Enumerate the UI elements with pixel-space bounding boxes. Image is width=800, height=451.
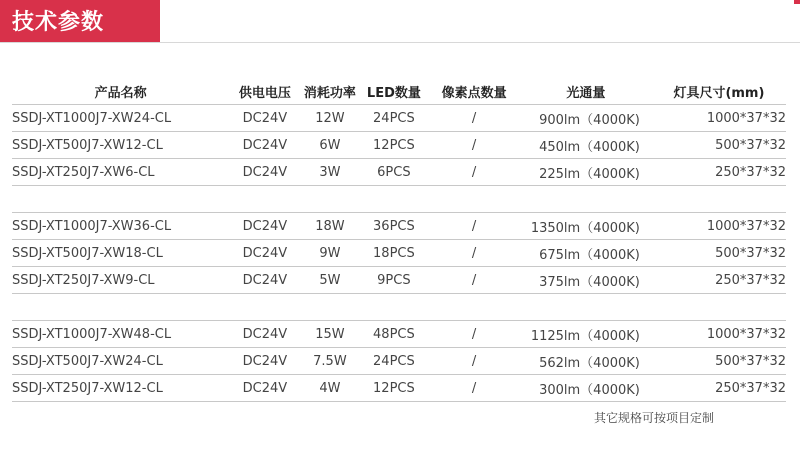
cell-pixel-count: / [428, 240, 519, 267]
cell-power: 3W [300, 159, 359, 186]
cell-size: 1000*37*32 [652, 213, 786, 240]
header-size: 灯具尺寸(mm) [652, 78, 786, 105]
cell-led-count: 18PCS [359, 240, 428, 267]
group-spacer-row [12, 294, 786, 321]
group-spacer-row [12, 186, 786, 213]
cell-pixel-count: / [428, 159, 519, 186]
header-led-count: LED数量 [359, 78, 428, 105]
cell-size: 250*37*32 [652, 159, 786, 186]
cell-luminous-flux: 900lm（4000K) [520, 105, 652, 132]
table-row [12, 105, 786, 132]
cell-pixel-count: / [428, 321, 519, 348]
cell-power: 18W [300, 213, 359, 240]
cell-size: 1000*37*32 [652, 105, 786, 132]
corner-accent [794, 0, 800, 4]
cell-luminous-flux: 375lm（4000K) [520, 267, 652, 294]
cell-size: 1000*37*32 [652, 321, 786, 348]
cell-luminous-flux: 1350lm（4000K) [520, 213, 652, 240]
cell-led-count: 24PCS [359, 348, 428, 375]
cell-voltage: DC24V [229, 105, 300, 132]
cell-voltage: DC24V [229, 375, 300, 402]
cell-voltage: DC24V [229, 132, 300, 159]
cell-led-count: 9PCS [359, 267, 428, 294]
cell-product-name: SSDJ-XT1000J7-XW36-CL [12, 213, 229, 240]
cell-pixel-count: / [428, 213, 519, 240]
cell-size: 500*37*32 [652, 348, 786, 375]
cell-voltage: DC24V [229, 159, 300, 186]
header-voltage: 供电电压 [229, 78, 300, 105]
cell-voltage: DC24V [229, 348, 300, 375]
cell-power: 12W [300, 105, 359, 132]
cell-power: 5W [300, 267, 359, 294]
table-header-row [12, 78, 786, 105]
cell-product-name: SSDJ-XT250J7-XW12-CL [12, 375, 229, 402]
cell-led-count: 12PCS [359, 132, 428, 159]
customization-note: 其它规格可按项目定制 [594, 411, 715, 425]
cell-voltage: DC24V [229, 321, 300, 348]
cell-led-count: 24PCS [359, 105, 428, 132]
table-row [12, 159, 786, 186]
cell-size: 250*37*32 [652, 267, 786, 294]
cell-led-count: 6PCS [359, 159, 428, 186]
cell-product-name: SSDJ-XT500J7-XW18-CL [12, 240, 229, 267]
cell-voltage: DC24V [229, 240, 300, 267]
cell-luminous-flux: 225lm（4000K) [520, 159, 652, 186]
title-divider [0, 42, 800, 43]
cell-led-count: 48PCS [359, 321, 428, 348]
cell-led-count: 12PCS [359, 375, 428, 402]
cell-product-name: SSDJ-XT1000J7-XW24-CL [12, 105, 229, 132]
cell-luminous-flux: 450lm（4000K) [520, 132, 652, 159]
table-row [12, 267, 786, 294]
cell-pixel-count: / [428, 132, 519, 159]
cell-product-name: SSDJ-XT250J7-XW6-CL [12, 159, 229, 186]
cell-product-name: SSDJ-XT250J7-XW9-CL [12, 267, 229, 294]
cell-power: 9W [300, 240, 359, 267]
page-title: 技术参数 [12, 10, 105, 35]
cell-size: 500*37*32 [652, 240, 786, 267]
table-row [12, 132, 786, 159]
cell-pixel-count: / [428, 267, 519, 294]
cell-luminous-flux: 300lm（4000K) [520, 375, 652, 402]
table-row [12, 348, 786, 375]
header-pixel-count: 像素点数量 [428, 78, 519, 105]
cell-product-name: SSDJ-XT1000J7-XW48-CL [12, 321, 229, 348]
cell-power: 6W [300, 132, 359, 159]
cell-voltage: DC24V [229, 213, 300, 240]
table-row [12, 375, 786, 402]
cell-led-count: 36PCS [359, 213, 428, 240]
cell-power: 7.5W [300, 348, 359, 375]
table-row [12, 213, 786, 240]
cell-product-name: SSDJ-XT500J7-XW24-CL [12, 348, 229, 375]
cell-size: 500*37*32 [652, 132, 786, 159]
cell-pixel-count: / [428, 348, 519, 375]
cell-pixel-count: / [428, 375, 519, 402]
cell-voltage: DC24V [229, 267, 300, 294]
table-row [12, 240, 786, 267]
header-power: 消耗功率 [300, 78, 359, 105]
title-banner [0, 0, 160, 42]
cell-pixel-count: / [428, 105, 519, 132]
cell-luminous-flux: 675lm（4000K) [520, 240, 652, 267]
cell-size: 250*37*32 [652, 375, 786, 402]
spec-table [12, 78, 786, 402]
cell-power: 4W [300, 375, 359, 402]
cell-luminous-flux: 1125lm（4000K) [520, 321, 652, 348]
header-luminous-flux: 光通量 [520, 78, 652, 105]
cell-product-name: SSDJ-XT500J7-XW12-CL [12, 132, 229, 159]
cell-power: 15W [300, 321, 359, 348]
cell-luminous-flux: 562lm（4000K) [520, 348, 652, 375]
header-product-name: 产品名称 [12, 78, 229, 105]
table-row [12, 321, 786, 348]
